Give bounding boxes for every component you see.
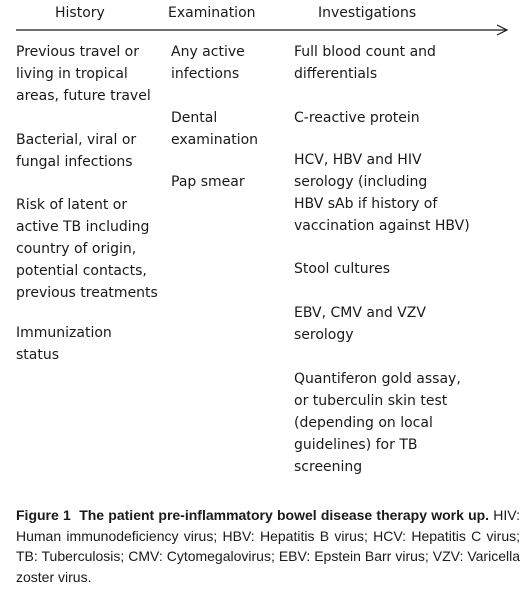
- history-item: Risk of latent or active TB including country of origin, potential contacts, previous treatments: [16, 197, 158, 301]
- history-item: Bacterial, viral or fungal infections: [16, 132, 137, 170]
- examination-item: Dental examination: [171, 110, 259, 148]
- investigation-item: Quantiferon gold assay, or tuberculin skin test (depending on local guidelines) for TB screening: [294, 371, 461, 475]
- history-item: Previous travel or living in tropical areas, future travel: [16, 44, 151, 104]
- investigation-item: EBV, CMV and VZV serology: [294, 305, 426, 343]
- timeline-arrow: [0, 0, 531, 40]
- figure-title: The patient pre-inflammatory bowel disease therapy work up.: [79, 507, 490, 523]
- examination-item: Pap smear: [171, 174, 245, 190]
- figure-legend-text: HIV: Human immunodeficiency virus; HBV: Hepatitis B virus; HCV: Hepatitis C virus; TB: Tuberculosis; CMV: Cytomegalovirus; EBV: Epstein Barr virus; VZV: Varicella zoster virus.: [16, 507, 521, 585]
- header-investigations: Investigations: [318, 5, 417, 21]
- header-examination: Examination: [168, 5, 256, 21]
- examination-item: Any active infections: [171, 44, 245, 82]
- investigation-item: Full blood count and differentials: [294, 44, 436, 82]
- investigation-item: C-reactive protein: [294, 110, 420, 126]
- investigation-item: Stool cultures: [294, 261, 391, 277]
- figure-caption: [16, 505, 520, 587]
- figure-label: Figure 1: [16, 507, 71, 523]
- investigation-item: HCV, HBV and HIV serology (including HBV sAb if history of vaccination against HBV): [294, 152, 470, 234]
- history-item: Immunization status: [16, 325, 112, 363]
- header-history: History: [55, 5, 105, 21]
